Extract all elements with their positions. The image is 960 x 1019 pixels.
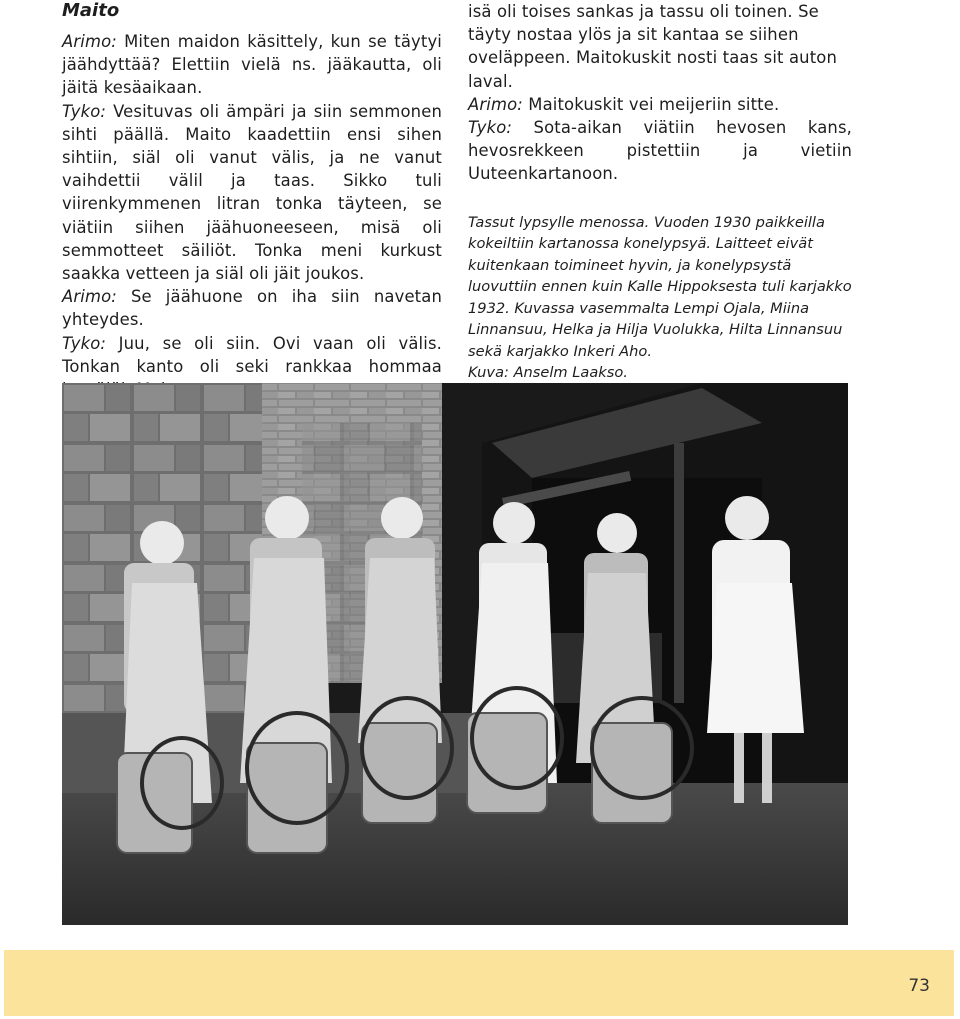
paragraph-text: Miten maidon käsittely, kun se täytyi jäähdyttää? Elettiin vielä ns. jääkautta, oli jäitä kesäaikaan. [62, 32, 442, 98]
paragraph [468, 0, 852, 93]
interview-text-left [62, 30, 442, 401]
right-column [468, 0, 852, 405]
page-number: 73 [908, 976, 930, 996]
speaker-label: Tyko: [62, 101, 107, 121]
speaker-label: Arimo: [468, 94, 523, 114]
paragraph-text: Juu, se oli siin. Ovi vaan oli välis. Tonkan kanto oli seki rankkaa hommaa [62, 333, 442, 376]
photo-caption [468, 212, 852, 406]
photo-illustration [62, 383, 848, 925]
speaker-label: Tyko: [468, 118, 513, 138]
paragraph-text: Maitokuskit vei meijeriin sitte. [522, 94, 780, 114]
paragraph-text: isä oli toises sankas ja tassu oli toinen. Se täyty nostaa ylös ja sit kantaa se siihen oveläppeen. Maitokuskit nosti taas sit auton laval. [468, 2, 838, 91]
photo-credit: Kuva: Anselm Laakso. [468, 364, 628, 382]
interview-text-right [468, 0, 852, 186]
caption-text: Tassut lypsylle menossa. Vuoden 1930 paikkeilla kokeiltiin kartanossa konelypsyä. Laitteet eivät kuitenkaan toimineet hyvin, ja konelypsystä luovuttiin ennen kuin Kalle Hippoksesta tuli karjakko 1932. Kuvassa vasemmalta Lempi Ojala, Miina Linnansuu, Helka ja Hilja Vuolukka, Hilta Linnansuu sekä karjakko Inkeri Aho. [468, 213, 852, 360]
paragraph [62, 30, 442, 100]
speaker-label: Arimo: [62, 287, 117, 307]
speaker-label: Tyko: [62, 333, 107, 353]
paragraph [468, 116, 852, 186]
paragraph-text: Vesituvas oli ämpäri ja siin semmonen sihti päällä. Maito kaadettiin ensi sihen sihtiin, siäl oli vanut välis, ja ne vanut vaihdettii välil ja taas. Sikko tuli viirenkymmenen litran tonka täyteen, se viätiin siihen jäähuoneeseen, misä oli semmotteet säiliöt. Tonka meni kurkust saakka vetteen ja siäl oli jäit joukos. [62, 101, 442, 284]
footer-band [4, 950, 954, 1016]
speaker-label: Arimo: [62, 32, 117, 51]
historical-photo [62, 383, 848, 925]
left-column [62, 0, 442, 401]
paragraph-text: Se jäähuone on iha siin navetan yhteydes. [62, 287, 442, 330]
paragraph [62, 285, 442, 331]
paragraph [62, 100, 442, 286]
paragraph [468, 93, 852, 116]
paragraph-text: Sota-aikan viätiin hevosen kans, hevosrekkeen pistettiin ja vietiin Uuteenkartanoon. [468, 118, 852, 184]
section-title: Maito [62, 0, 120, 21]
